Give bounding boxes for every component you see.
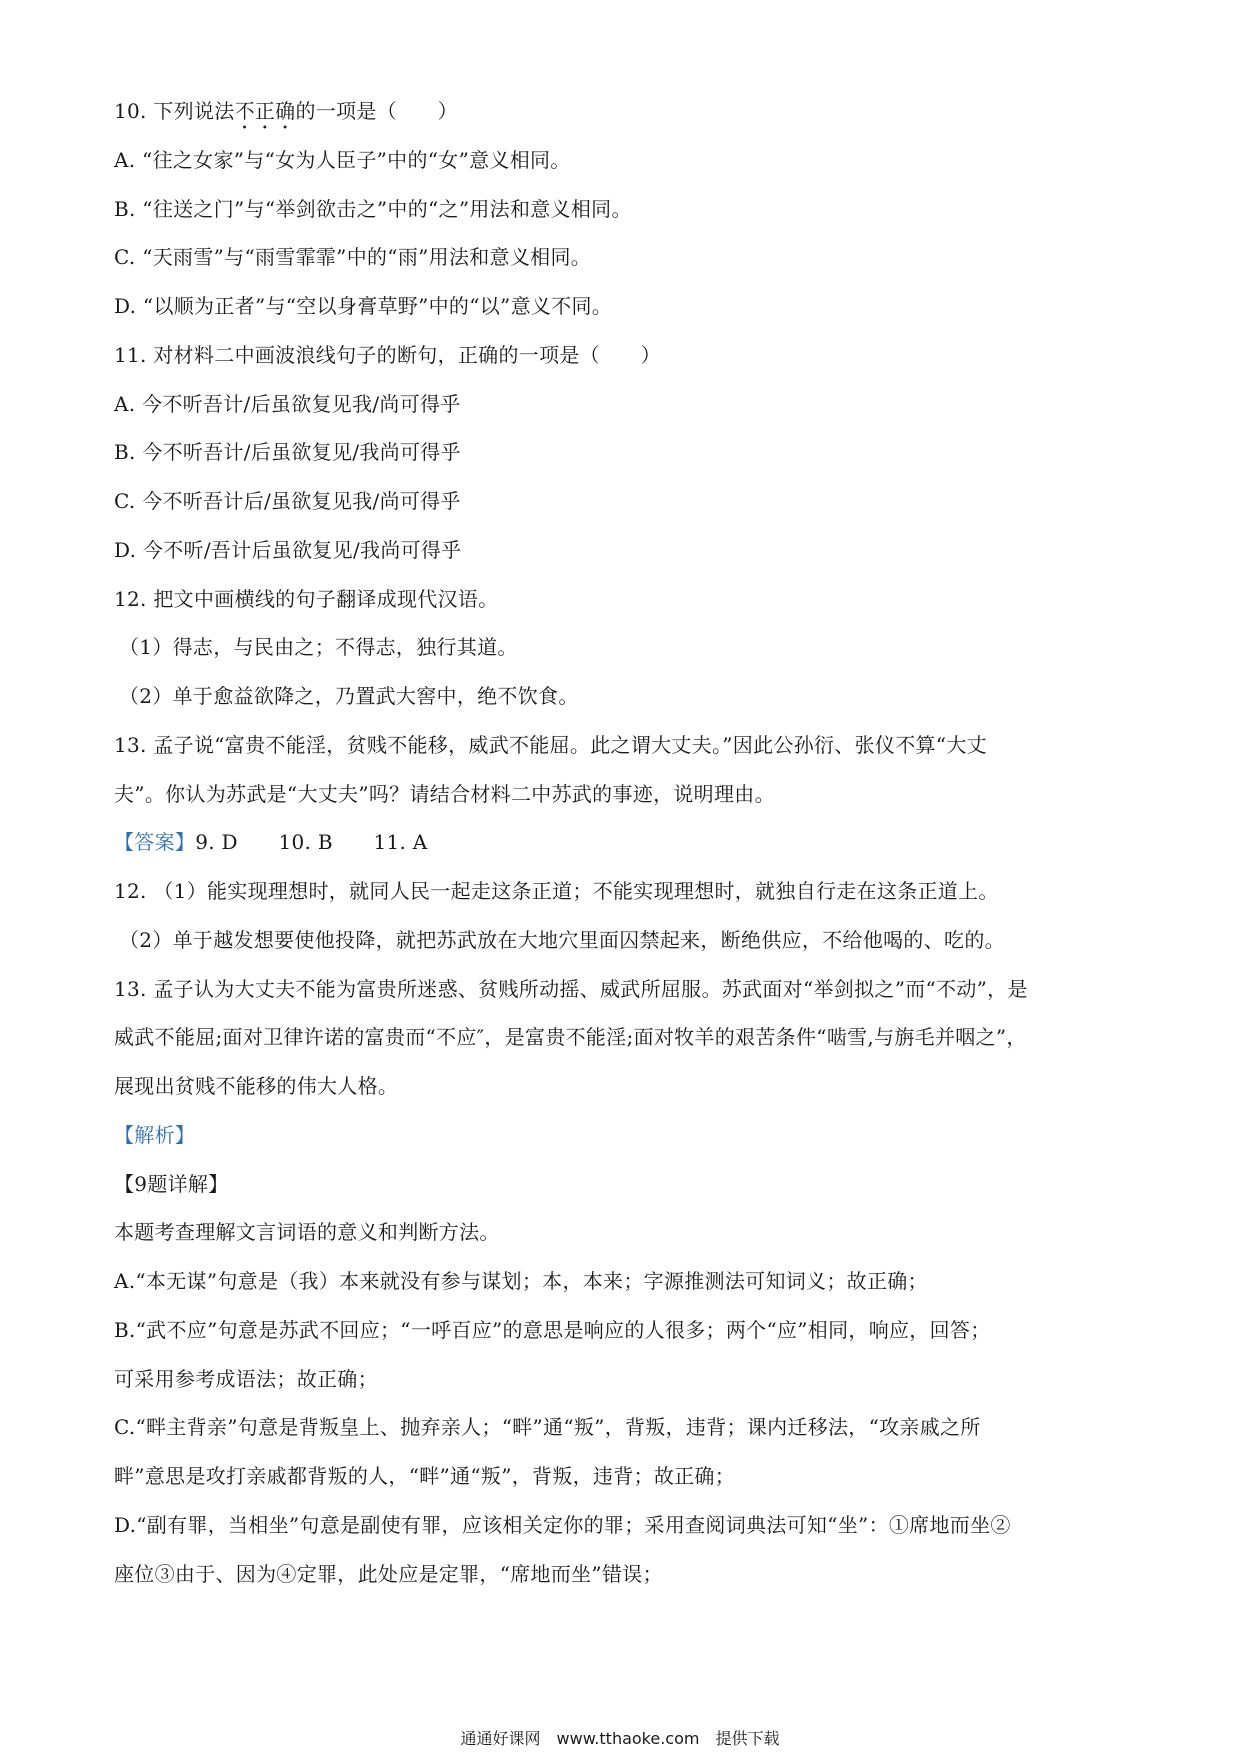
analysis-line-a: A.“本无谋”句意是（我）本来就没有参与谋划；本，本来；字源推测法可知词义；故正确； bbox=[114, 1269, 928, 1293]
analysis-line-c-cont: 畔”意思是攻打亲戚都背叛的人，“畔”通“叛”，背叛，违背；故正确； bbox=[114, 1464, 736, 1488]
question-10-emphasis: 不正确 bbox=[234, 99, 296, 123]
answer-12-line-2: （2）单于越发想要使他投降，就把苏武放在大地穴里面囚禁起来，断绝供应，不给他喝的、吃的。 bbox=[119, 928, 1005, 952]
footer-url[interactable]: www.tthaoke.com bbox=[556, 1729, 700, 1748]
question-11-stem: 11. 对材料二中画波浪线句子的断句，正确的一项是（ ） bbox=[114, 343, 661, 367]
analysis-intro: 本题考查理解文言词语的意义和判断方法。 bbox=[114, 1220, 500, 1244]
page-footer bbox=[0, 1728, 1240, 1750]
answer-tag: 【答案】 bbox=[114, 830, 196, 854]
analysis-line-c: C.“畔主背亲”句意是背叛皇上、抛弃亲人；“畔”通“叛”，背叛，违背；课内迁移法，“攻亲戚之所 bbox=[114, 1415, 981, 1439]
question-10-stem-text: 10. 下列说法 bbox=[114, 99, 235, 123]
question-10-stem bbox=[114, 96, 1144, 134]
analysis-q9-tag: 【9题详解】 bbox=[114, 1172, 229, 1196]
answer-summary bbox=[114, 827, 1144, 857]
answer-12-line-1: 12. （1）能实现理想时，就同人民一起走这条正道；不能实现理想时，就独自行走在这条正道上。 bbox=[114, 879, 999, 903]
question-10-option-b: B. “往送之门”与“举剑欲击之”中的“之”用法和意义相同。 bbox=[114, 197, 632, 221]
answer-13-line-1: 13. 孟子认为大丈夫不能为富贵所迷惑、贫贱所动摇、威武所屈服。苏武面对“举剑拟之”而“不动”，是 bbox=[114, 977, 1028, 1001]
question-12-item-2: （2）单于愈益欲降之，乃置武大窖中，绝不饮食。 bbox=[119, 684, 579, 708]
question-11-option-c: C. 今不听吾计后/虽欲复见我/尚可得乎 bbox=[114, 489, 461, 513]
answer-13-line-3: 展现出贫贱不能移的伟大人格。 bbox=[114, 1074, 399, 1098]
footer-note: 提供下载 bbox=[715, 1729, 780, 1748]
question-11-option-b: B. 今不听吾计/后虽欲复见/我尚可得乎 bbox=[114, 440, 461, 464]
question-10-stem-end: 的一项是（ ） bbox=[295, 99, 458, 123]
question-12-stem: 12. 把文中画横线的句子翻译成现代汉语。 bbox=[114, 587, 499, 611]
analysis-line-d: D.“副有罪，当相坐”句意是副使有罪，应该相关定你的罪；采用查阅词典法可知“坐”：①席地而坐② bbox=[114, 1513, 1011, 1537]
question-10-option-a: A. “往之女家”与“女为人臣子”中的“女”意义相同。 bbox=[114, 148, 571, 172]
question-10-option-c: C. “天雨雪”与“雨雪霏霏”中的“雨”用法和意义相同。 bbox=[114, 245, 592, 269]
analysis-line-d-cont: 座位③由于、因为④定罪，此处应是定罪，“席地而坐”错误； bbox=[114, 1562, 663, 1586]
question-10-option-d: D. “以顺为正者”与“空以身膏草野”中的“以”意义不同。 bbox=[114, 294, 613, 318]
answer-13-line-2: 威武不能屈;面对卫律许诺的富贵而“不应″，是富贵不能淫;面对牧羊的艰苦条件“啮雪,与旃毛并咽之”， bbox=[114, 1025, 1027, 1049]
analysis-tag: 【解析】 bbox=[114, 1123, 196, 1147]
analysis-line-b: B.“武不应”句意是苏武不回应；“一呼百应”的意思是响应的人很多；两个“应”相同，响应，回答； bbox=[114, 1318, 991, 1342]
footer-site-name: 通通好课网 bbox=[460, 1729, 541, 1748]
question-13-line-2: 夫”。你认为苏武是“大丈夫”吗？请结合材料二中苏武的事迹，说明理由。 bbox=[114, 782, 775, 806]
analysis-line-b-cont: 可采用参考成语法；故正确； bbox=[114, 1367, 378, 1391]
question-12-item-1: （1）得志，与民由之；不得志，独行其道。 bbox=[119, 635, 518, 659]
answer-short: 9. D 10. B 11. A bbox=[195, 830, 428, 854]
question-13-line-1: 13. 孟子说“富贵不能淫，贫贱不能移，威武不能屈。此之谓大丈夫。”因此公孙衍、张仪不算“大丈 bbox=[114, 733, 987, 757]
question-11-option-d: D. 今不听/吾计后虽欲复见/我尚可得乎 bbox=[114, 538, 462, 562]
question-11-option-a: A. 今不听吾计/后虽欲复见我/尚可得乎 bbox=[114, 392, 461, 416]
